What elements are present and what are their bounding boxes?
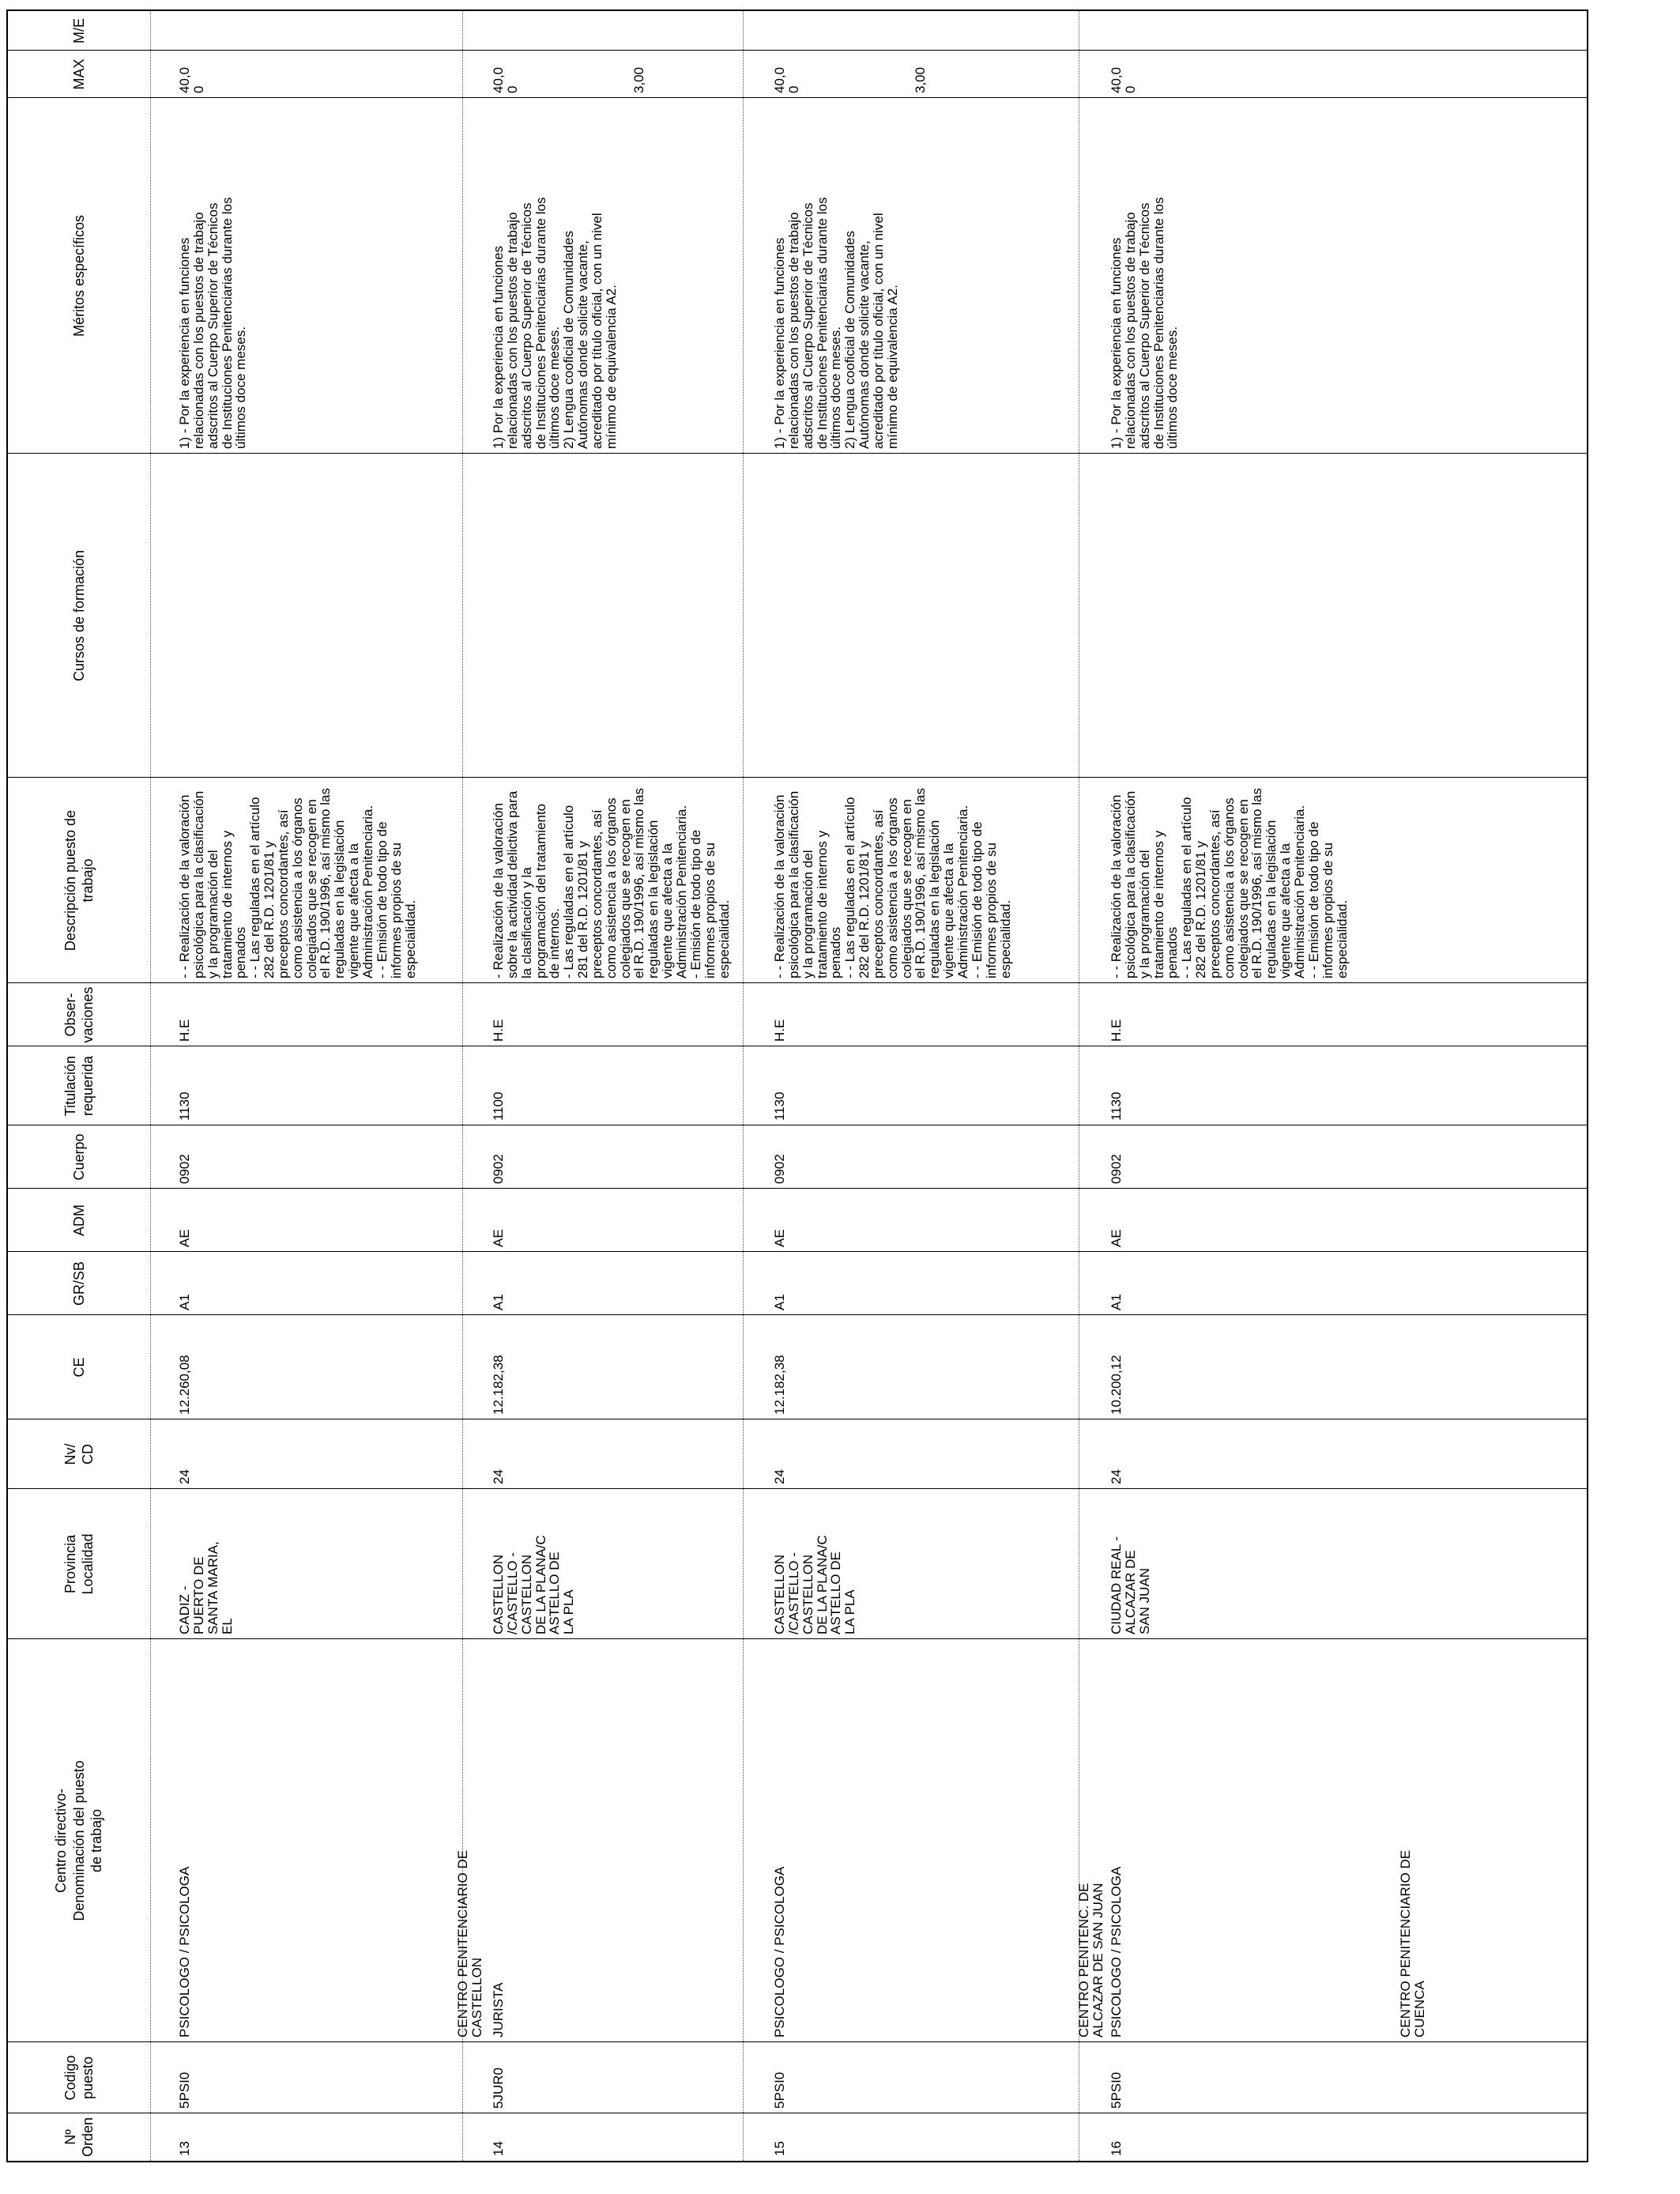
row-titulacion: 1130 bbox=[1109, 1091, 1124, 1121]
row-cuerpo: 0902 bbox=[177, 1154, 192, 1184]
row-provincia: CADIZ - PUERTO DE SANTA MARIA, EL bbox=[177, 1541, 235, 1634]
row-max: 40,0 0 bbox=[177, 66, 206, 93]
row-orden: 16 bbox=[1109, 2141, 1124, 2156]
header-provincia: Provincia Localidad bbox=[62, 1533, 96, 1595]
row-observaciones: H.E bbox=[177, 1019, 192, 1042]
row-cuerpo: 0902 bbox=[1109, 1154, 1124, 1184]
row-descripcion: - - Realización de la valoración psicológica para la clasificación y la programación del tratamiento de internos y penados - - Las reguladas en el artículo 282 del R.D. 1201/81 y preceptos concordantes, así como asistencia a los órganos colegiados que se recogen en el R.D. 190/1996, así mismo las reguladas en la legislación vigente que afecta a la Administración Penitenciaria. - - Emisión de todo tipo de informes propios de su especialidad. bbox=[772, 788, 1013, 978]
header-descripcion: Descripción puesto de trabajo bbox=[62, 809, 96, 952]
row-adm: AE bbox=[491, 1229, 506, 1247]
next-centro-heading: CENTRO PENITENCIARIO DE CUENCA bbox=[1398, 1849, 1427, 2038]
header-cursos: Cursos de formación bbox=[70, 549, 87, 682]
column-divider bbox=[8, 2041, 1588, 2042]
row-nivel: 24 bbox=[177, 1469, 192, 1484]
row-titulacion: 1130 bbox=[772, 1091, 787, 1121]
header-centro: Centro directivo- Denominación del puesto de trabajo bbox=[53, 1760, 105, 1921]
row-nivel: 24 bbox=[1109, 1469, 1124, 1484]
row-grsb: A1 bbox=[177, 1294, 192, 1310]
row-cuerpo: 0902 bbox=[491, 1154, 506, 1184]
row-orden: 13 bbox=[177, 2141, 192, 2156]
row-adm: AE bbox=[1109, 1229, 1124, 1247]
row-grsb: A1 bbox=[1109, 1294, 1124, 1310]
row-ce: 12.182,38 bbox=[772, 1355, 787, 1415]
row-divider bbox=[743, 11, 744, 2161]
row-provincia: CASTELLON /CASTELLO - CASTELLON DE LA PLANA/C ASTELLO DE LA PLA bbox=[772, 1535, 858, 1634]
header-me: M/E bbox=[70, 18, 87, 44]
row-observaciones: H.E bbox=[491, 1019, 506, 1042]
header-orden: Nº Orden bbox=[62, 2117, 96, 2158]
vacancy-table bbox=[6, 9, 1588, 2162]
row-descripcion: - - Realización de la valoración psicológica para la clasificación y la programación del tratamiento de internos y penados - - Las reguladas en el artículo 282 del R.D. 1201/81 y preceptos concordantes, así como asistencia a los órganos colegiados que se recogen en el R.D. 190/1996, así mismo las reguladas en la legislación vigente que afecta a la Administración Penitenciaria. - - Emisión de todo tipo de informes propios de su especialidad. bbox=[177, 788, 418, 978]
row-provincia: CASTELLON /CASTELLO - CASTELLON DE LA PLANA/C ASTELLO DE LA PLA bbox=[491, 1535, 577, 1634]
header-cuerpo: Cuerpo bbox=[70, 1133, 87, 1181]
row-puesto: PSICOLOGO / PSICOLOGA bbox=[177, 1866, 192, 2038]
header-observaciones: Obser- vaciones bbox=[62, 986, 96, 1043]
row-grsb: A1 bbox=[772, 1294, 787, 1310]
row-meritos: 1) Por la experiencia en funciones relacionadas con los puestos de trabajo adscritos al Cuerpo Superior de Técnicos de Instituciones Penitenciarias durante los últimos doce meses. 2) Lengua cooficial de Comunidades Autónomas donde solicite vacante, acreditado por título oficial, con un nivel mínimo de equivalencia A2. bbox=[491, 197, 619, 449]
row-meritos: 1) - Por la experiencia en funciones relacionadas con los puestos de trabajo adscritos al Cuerpo Superior de Técnicos de Instituciones Penitenciarias durante los últimos doce meses. bbox=[177, 197, 249, 449]
row-max-secondary: 3,00 bbox=[631, 66, 646, 93]
row-meritos: 1) - Por la experiencia en funciones relacionadas con los puestos de trabajo adscritos al Cuerpo Superior de Técnicos de Instituciones Penitenciarias durante los últimos doce meses. 2) Lengua cooficial de Comunidades Autónomas donde solicite vacante, acreditado por título oficial, con un nivel mínimo de equivalencia A2. bbox=[772, 197, 900, 449]
column-divider bbox=[8, 1251, 1588, 1252]
row-adm: AE bbox=[177, 1229, 192, 1247]
row-codigo: 5PSI0 bbox=[1109, 2071, 1124, 2109]
row-puesto: PSICOLOGO / PSICOLOGA bbox=[772, 1866, 787, 2038]
header-grsb: GR/SB bbox=[70, 1261, 87, 1306]
row-max-secondary: 3,00 bbox=[913, 66, 928, 93]
row-descripcion: - - Realización de la valoración psicológica para la clasificación y la programación del tratamiento de internos y penados - - Las reguladas en el artículo 282 del R.D. 1201/81 y preceptos concordantes, así como asistencia a los órganos colegiados que se recogen en el R.D. 190/1996, así mismo las reguladas en la legislación vigente que afecta a la Administración Penitenciaria. - - Emisión de todo tipo de informes propios de su especialidad. bbox=[1109, 788, 1350, 978]
header-max: MAX bbox=[70, 58, 87, 90]
row-observaciones: H.E bbox=[1109, 1019, 1124, 1042]
header-titulacion: Titulación requerida bbox=[62, 1055, 96, 1117]
header-meritos: Méritos específicos bbox=[70, 214, 87, 337]
row-nivel: 24 bbox=[491, 1469, 506, 1484]
row-max: 40,0 0 bbox=[491, 66, 520, 93]
row-adm: AE bbox=[772, 1229, 787, 1247]
table-bottom bbox=[1587, 11, 1588, 2161]
row-codigo: 5PSI0 bbox=[772, 2071, 787, 2109]
row-meritos: 1) - Por la experiencia en funciones relacionadas con los puestos de trabajo adscritos al Cuerpo Superior de Técnicos de Instituciones Penitenciarias durante los últimos doce meses. bbox=[1109, 197, 1181, 449]
row-max: 40,0 0 bbox=[772, 66, 801, 93]
header-nivel: Nv/ CD bbox=[62, 1443, 96, 1465]
row-puesto: PSICOLOGO / PSICOLOGA bbox=[1109, 1866, 1124, 2038]
header-ce: CE bbox=[70, 1357, 87, 1378]
row-descripcion: - Realización de la valoración sobre la actividad delictiva para la clasificación y la programación del tratamiento de internos. - Las reguladas en el artículo 281 del R.D. 1201/81 y preceptos concordantes, así como asistencia a los órganos colegiados que se recogen en el R.D. 190/1996, así mismo las reguladas en la legislación vigente que afecta a la Administración Penitenciaria. - Emisión de todo tipo de informes propios de su especialidad. bbox=[491, 788, 732, 978]
row-provincia: CIUDAD REAL - ALCAZAR DE SAN JUAN bbox=[1109, 1536, 1152, 1634]
row-titulacion: 1130 bbox=[177, 1091, 192, 1121]
row-max: 40,0 0 bbox=[1109, 66, 1138, 93]
row-orden: 14 bbox=[491, 2141, 506, 2156]
row-orden: 15 bbox=[772, 2141, 787, 2156]
row-ce: 12.182,38 bbox=[491, 1355, 506, 1415]
row-codigo: 5JUR0 bbox=[491, 2068, 506, 2109]
row-nivel: 24 bbox=[772, 1469, 787, 1484]
row-titulacion: 1100 bbox=[491, 1091, 506, 1121]
row-observaciones: H.E bbox=[772, 1019, 787, 1042]
row-centro: CENTRO PENITENCIARIO DE CASTELLON bbox=[455, 1849, 484, 2038]
header-divider bbox=[150, 11, 151, 2161]
column-divider bbox=[8, 1314, 1588, 1315]
row-puesto: JURISTA bbox=[491, 1982, 506, 2038]
column-divider bbox=[8, 1188, 1588, 1189]
header-adm: ADM bbox=[70, 1204, 87, 1236]
row-cuerpo: 0902 bbox=[772, 1154, 787, 1184]
row-codigo: 5PSI0 bbox=[177, 2071, 192, 2109]
row-grsb: A1 bbox=[491, 1294, 506, 1310]
header-codigo: Codigo puesto bbox=[62, 2055, 96, 2101]
row-centro: CENTRO PENITENC. DE ALCAZAR DE SAN JUAN bbox=[1076, 1883, 1106, 2038]
row-ce: 10.200,12 bbox=[1109, 1355, 1124, 1415]
row-ce: 12.260,08 bbox=[177, 1355, 192, 1415]
